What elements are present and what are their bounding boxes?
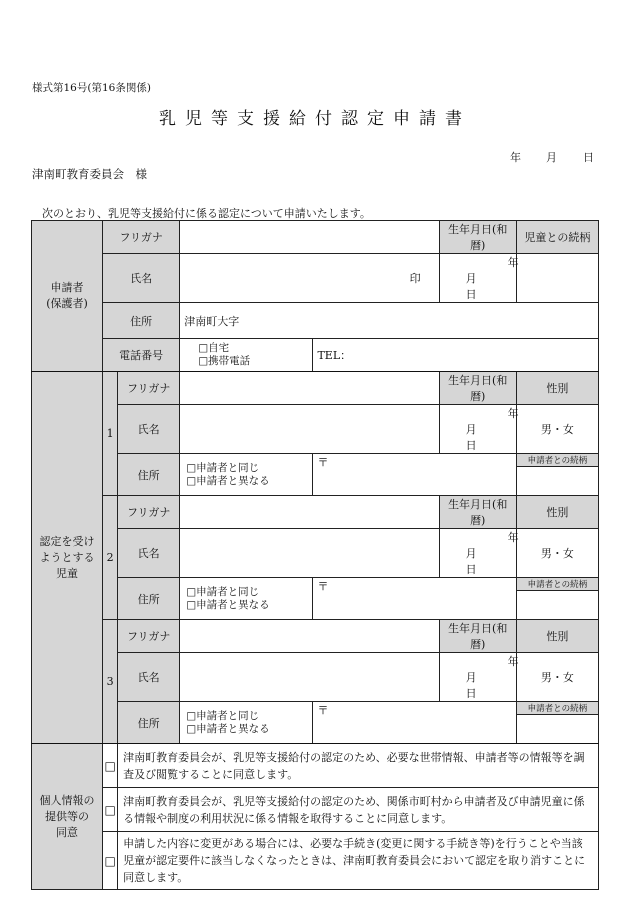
child-2-same-checkbox[interactable]: □申請者と同じ (186, 585, 260, 598)
consent-2-checkbox[interactable]: □ (103, 788, 118, 832)
page-title: 乳児等支援給付認定申請書 (159, 109, 471, 129)
applicant-relation-header: 児童との続柄 (516, 221, 598, 254)
child-3-gender-field[interactable]: 男・女 (516, 653, 598, 702)
child-2-address-options[interactable] (180, 578, 313, 620)
consent-2-text: 津南町教育委員会が、乳児等支援給付の認定のため、関係市町村から申請者及び申請児童に係る情報や制度の利用状況に係る情報を取得することに同意します。 (118, 788, 599, 832)
birth-year: 年 (507, 407, 519, 420)
phone-home-checkbox[interactable]: □自宅 (198, 342, 230, 354)
child-1-gender-field[interactable]: 男・女 (516, 405, 598, 454)
birth-month: 月 (465, 423, 477, 436)
child-3-different-checkbox[interactable]: □申請者と異なる (186, 722, 270, 735)
applicant-name-label: 氏名 (103, 254, 180, 303)
consent-1-text: 津南町教育委員会が、乳児等支援給付の認定のため、必要な世帯情報、申請者等の情報等を調査及び閲覧することに同意します。 (118, 744, 599, 788)
birth-year: 年 (507, 256, 519, 269)
child-1-address-label: 住所 (118, 454, 180, 496)
consent-3-checkbox[interactable]: □ (103, 832, 118, 890)
applicant-section-label: 申請者 (保護者) (32, 221, 103, 372)
child-1-gender-header: 性別 (516, 372, 598, 405)
child-2-birth-field[interactable] (439, 529, 519, 578)
seal-mark: 印 (409, 272, 421, 285)
postal-mark: 〒 (317, 456, 329, 469)
applicant-furigana-field[interactable] (180, 221, 439, 254)
applicant-address-field[interactable] (180, 303, 599, 339)
child-2-gender-field[interactable]: 男・女 (516, 529, 598, 578)
child-2-name-field[interactable] (180, 529, 439, 578)
child-3-name-field[interactable] (180, 653, 439, 702)
birth-day: 日 (465, 439, 477, 452)
child-3-number: 3 (103, 620, 118, 744)
child-1-same-checkbox[interactable]: □申請者と同じ (186, 461, 260, 474)
consent-section-label: 個人情報の 提供等の 同意 (32, 744, 103, 890)
tel-label: TEL： (317, 349, 352, 362)
child-1-name-label: 氏名 (118, 405, 180, 454)
date-year: 年 (510, 151, 521, 164)
birth-day: 日 (465, 288, 477, 301)
child-3-gender-header: 性別 (516, 620, 598, 653)
applicant-furigana-label: フリガナ (103, 221, 180, 254)
child-2-relation-label: 申請者との続柄 (517, 578, 598, 591)
applicant-phone-label: 電話番号 (103, 339, 180, 372)
child-3-relation-field[interactable] (516, 702, 598, 744)
child-2-gender-header: 性別 (516, 496, 598, 529)
child-1-postal-field[interactable] (313, 454, 516, 496)
child-3-postal-field[interactable] (313, 702, 516, 744)
intro-text: 次のとおり、乳児等支援給付に係る認定について申請いたします。 (42, 207, 371, 220)
application-form-table (31, 220, 599, 890)
postal-mark: 〒 (317, 580, 329, 593)
birth-month: 月 (465, 547, 477, 560)
child-2-postal-field[interactable] (313, 578, 516, 620)
child-3-address-label: 住所 (118, 702, 180, 744)
child-1-number: 1 (103, 372, 118, 496)
phone-type-options[interactable] (180, 339, 313, 372)
child-1-furigana-field[interactable] (180, 372, 439, 405)
child-3-relation-label: 申請者との続柄 (517, 702, 598, 715)
child-2-relation-field[interactable] (516, 578, 598, 620)
consent-3-text: 申請した内容に変更がある場合には、必要な手続き(変更に関する手続き等)を行うことや当該児童が認定要件に該当しなくなったときは、津南町教育委員会において認定を取り消すことに同意します。 (118, 832, 599, 890)
child-3-name-label: 氏名 (118, 653, 180, 702)
child-3-birth-header: 生年月日(和暦) (439, 620, 516, 653)
child-2-address-label: 住所 (118, 578, 180, 620)
applicant-birth-header: 生年月日(和暦) (439, 221, 516, 254)
child-1-furigana-label: フリガナ (118, 372, 180, 405)
child-1-birth-header: 生年月日(和暦) (439, 372, 516, 405)
child-3-address-options[interactable] (180, 702, 313, 744)
child-1-birth-field[interactable] (439, 405, 519, 454)
child-2-furigana-field[interactable] (180, 496, 439, 529)
date-month: 月 (546, 151, 557, 164)
child-2-number: 2 (103, 496, 118, 620)
phone-mobile-checkbox[interactable]: □携帯電話 (198, 355, 251, 367)
date-day: 日 (583, 151, 594, 164)
phone-number-field[interactable] (313, 339, 599, 372)
child-2-name-label: 氏名 (118, 529, 180, 578)
child-1-address-options[interactable] (180, 454, 313, 496)
child-2-furigana-label: フリガナ (118, 496, 180, 529)
applicant-relation-field[interactable] (516, 254, 598, 303)
child-3-same-checkbox[interactable]: □申請者と同じ (186, 709, 260, 722)
birth-year: 年 (507, 531, 519, 544)
child-3-birth-field[interactable] (439, 653, 519, 702)
child-3-furigana-label: フリガナ (118, 620, 180, 653)
applicant-name-field[interactable] (180, 254, 439, 303)
applicant-address-label: 住所 (103, 303, 180, 339)
birth-day: 日 (465, 563, 477, 576)
addressee: 津南町教育委員会 様 (32, 167, 147, 181)
applicant-birth-field[interactable] (439, 254, 519, 303)
child-1-different-checkbox[interactable]: □申請者と異なる (186, 474, 270, 487)
address-prefix: 津南町大字 (184, 314, 240, 328)
child-1-relation-label: 申請者との続柄 (517, 454, 598, 467)
child-2-birth-header: 生年月日(和暦) (439, 496, 516, 529)
child-3-furigana-field[interactable] (180, 620, 439, 653)
birth-year: 年 (507, 655, 519, 668)
consent-1-checkbox[interactable]: □ (103, 744, 118, 788)
child-1-name-field[interactable] (180, 405, 439, 454)
birth-day: 日 (465, 687, 477, 700)
child-1-relation-field[interactable] (516, 454, 598, 496)
postal-mark: 〒 (317, 704, 329, 717)
children-section-label: 認定を受け ようとする 児童 (32, 372, 103, 744)
child-2-different-checkbox[interactable]: □申請者と異なる (186, 598, 270, 611)
form-number: 様式第16号(第16条関係) (32, 82, 151, 94)
birth-month: 月 (465, 671, 477, 684)
birth-month: 月 (465, 272, 477, 285)
